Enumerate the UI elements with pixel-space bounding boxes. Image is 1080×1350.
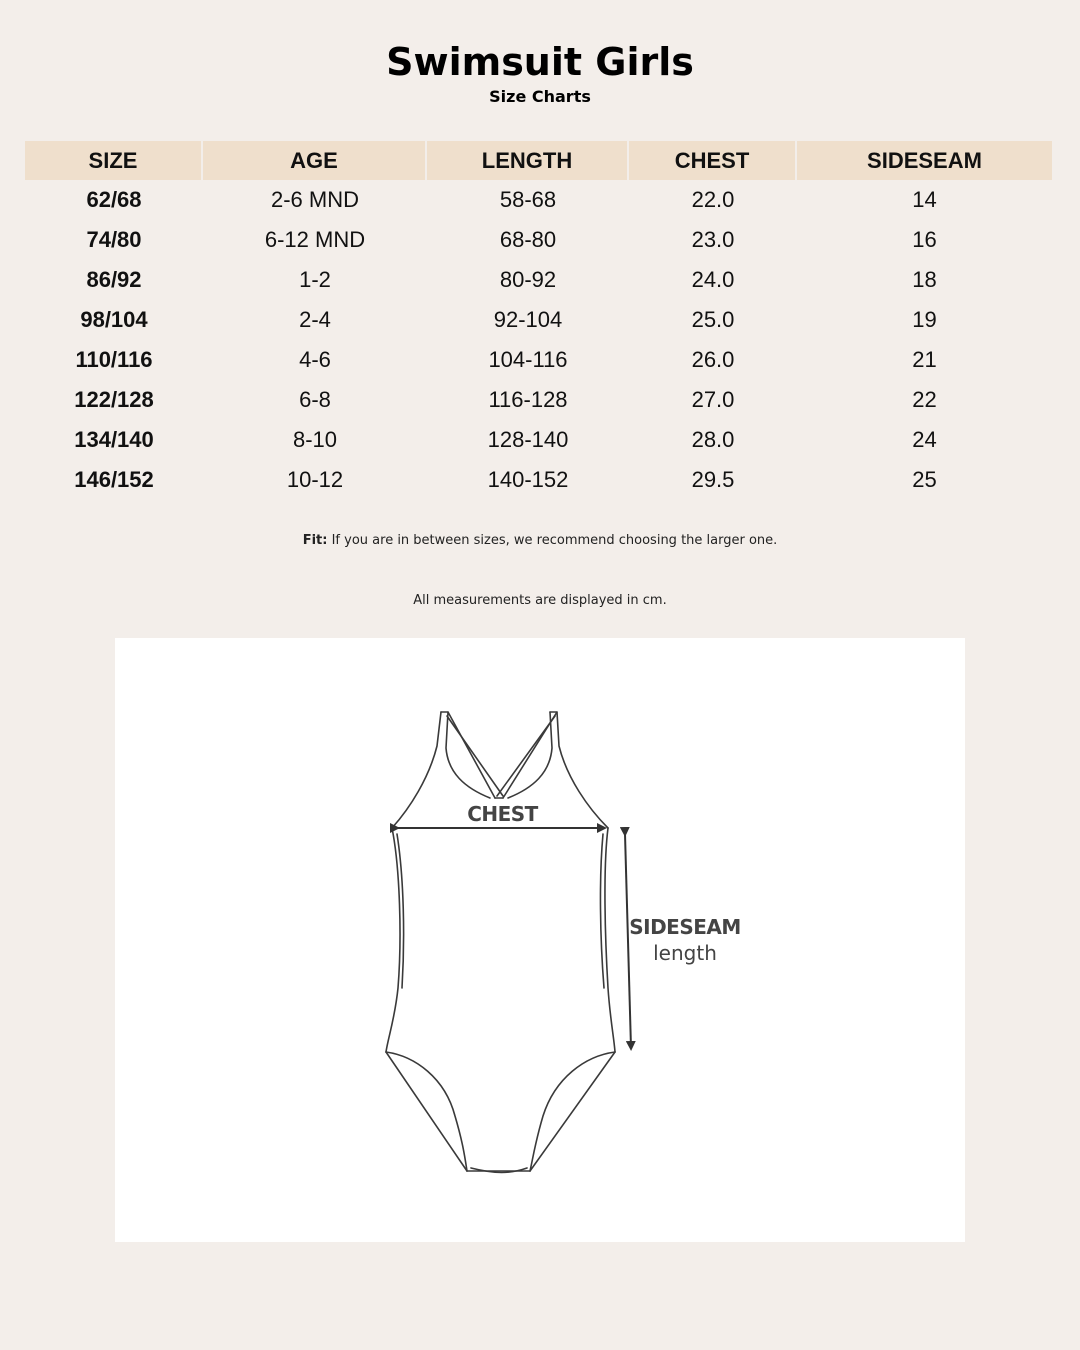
cell-age: 1-2 xyxy=(299,267,331,292)
table-row xyxy=(25,340,1052,380)
cell-chest: 28.0 xyxy=(691,427,735,452)
cell-length: 128-140 xyxy=(487,427,569,452)
cell-age: 8-10 xyxy=(292,427,338,452)
table-row xyxy=(25,300,1052,340)
cell-size: 86/92 xyxy=(86,267,142,292)
cell-age: 2-4 xyxy=(299,307,331,332)
cell-length: 58-68 xyxy=(499,187,557,212)
cell-age: 6-8 xyxy=(299,387,331,412)
cell-chest: 25.0 xyxy=(691,307,735,332)
column-header-sideseam: SIDESEAM xyxy=(797,141,1052,180)
cell-age: 4-6 xyxy=(299,347,331,372)
chest-label: CHEST xyxy=(467,802,538,826)
table-row xyxy=(25,260,1052,300)
cell-sideseam: 18 xyxy=(912,267,937,292)
cell-chest: 23.0 xyxy=(691,227,735,252)
length-label: length xyxy=(653,941,717,965)
table-row xyxy=(25,220,1052,260)
table-row xyxy=(25,420,1052,460)
column-header-age: AGE xyxy=(203,141,427,180)
cell-size: 74/80 xyxy=(86,227,142,252)
cell-length: 68-80 xyxy=(499,227,557,252)
cell-age: 10-12 xyxy=(286,467,344,492)
cell-chest: 24.0 xyxy=(691,267,735,292)
cell-sideseam: 21 xyxy=(912,347,937,372)
cell-size: 110/116 xyxy=(75,347,153,372)
cell-chest: 29.5 xyxy=(691,467,735,492)
swimsuit-outline-icon xyxy=(115,638,965,1242)
measurement-diagram xyxy=(115,638,965,1242)
page-title: Swimsuit Girls xyxy=(386,40,694,84)
cell-size: 98/104 xyxy=(80,307,148,332)
units-note: All measurements are displayed in cm. xyxy=(413,593,667,608)
table-row xyxy=(25,460,1052,500)
cell-length: 140-152 xyxy=(487,467,569,492)
cell-sideseam: 24 xyxy=(912,427,937,452)
cell-size: 146/152 xyxy=(74,467,154,492)
fit-note-label: Fit: xyxy=(302,533,328,548)
cell-length: 92-104 xyxy=(493,307,563,332)
cell-sideseam: 22 xyxy=(912,387,937,412)
cell-length: 80-92 xyxy=(499,267,557,292)
cell-sideseam: 19 xyxy=(912,307,937,332)
cell-chest: 26.0 xyxy=(691,347,735,372)
cell-size: 62/68 xyxy=(86,187,142,212)
column-header-size: SIZE xyxy=(25,141,203,180)
table-header-row xyxy=(25,141,1052,180)
cell-sideseam: 16 xyxy=(912,227,937,252)
size-chart-table xyxy=(25,141,1052,500)
cell-sideseam: 25 xyxy=(912,467,937,492)
cell-age: 6-12 MND xyxy=(264,227,366,252)
column-header-chest: CHEST xyxy=(629,141,797,180)
fit-note-text: If you are in between sizes, we recommend choosing the larger one. xyxy=(327,533,778,548)
fit-note xyxy=(0,533,1080,548)
cell-sideseam: 14 xyxy=(912,187,937,212)
page-subtitle: Size Charts xyxy=(489,87,591,106)
cell-length: 104-116 xyxy=(488,347,568,372)
cell-size: 134/140 xyxy=(74,427,154,452)
table-row xyxy=(25,180,1052,220)
cell-length: 116-128 xyxy=(488,387,568,412)
table-row xyxy=(25,380,1052,420)
cell-chest: 27.0 xyxy=(691,387,735,412)
cell-chest: 22.0 xyxy=(691,187,735,212)
cell-age: 2-6 MND xyxy=(270,187,359,212)
column-header-length: LENGTH xyxy=(427,141,629,180)
sideseam-label: SIDESEAM xyxy=(629,915,741,939)
cell-size: 122/128 xyxy=(74,387,154,412)
